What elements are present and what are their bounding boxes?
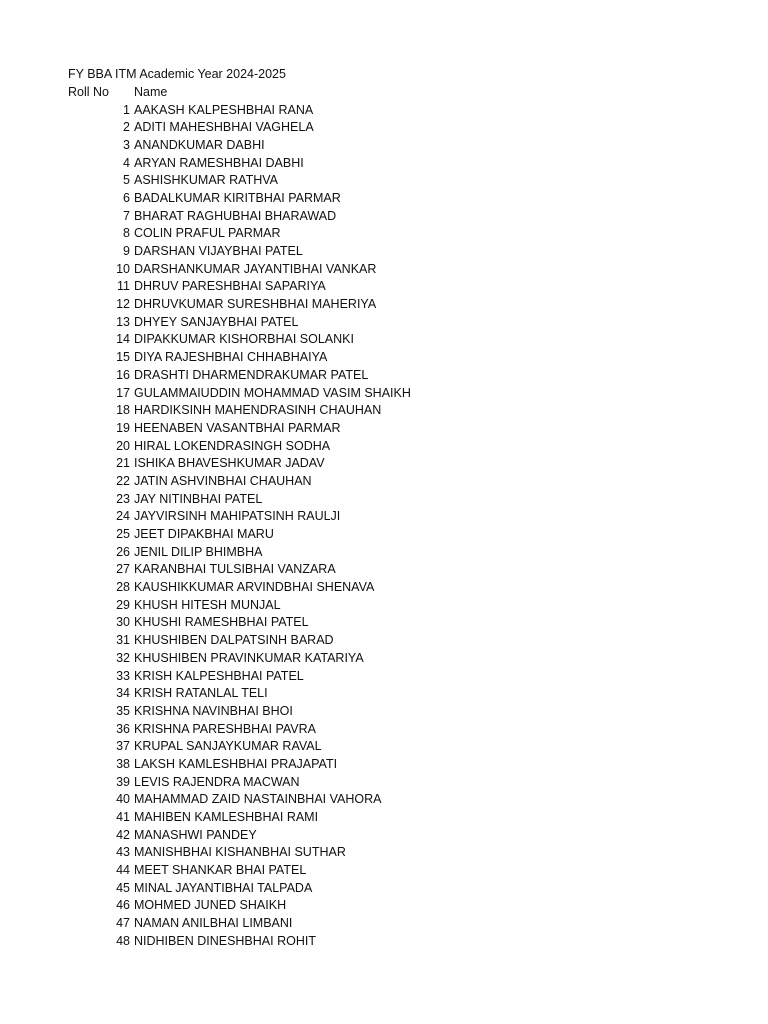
- table-row: [68, 455, 568, 473]
- table-row: [68, 243, 568, 261]
- table-row: [68, 880, 568, 898]
- student-name: JAYVIRSINH MAHIPATSINH RAULJI: [134, 509, 341, 524]
- student-name: KHUSHIBEN PRAVINKUMAR KATARIYA: [134, 650, 364, 665]
- table-row: [68, 597, 568, 615]
- table-row: [68, 526, 568, 544]
- roll-number: 33: [116, 668, 130, 683]
- table-row: [68, 102, 568, 120]
- table-row: [68, 402, 568, 420]
- table-row: [68, 561, 568, 579]
- roll-number: 34: [116, 686, 130, 701]
- student-name: KRISH RATANLAL TELI: [134, 686, 268, 701]
- roll-number: 4: [123, 155, 130, 170]
- student-name: NAMAN ANILBHAI LIMBANI: [134, 916, 293, 931]
- student-name: LAKSH KAMLESHBHAI PRAJAPATI: [134, 756, 338, 771]
- roll-number: 32: [116, 650, 130, 665]
- student-name: COLIN PRAFUL PARMAR: [134, 226, 281, 241]
- table-row: [68, 225, 568, 243]
- student-name: DARSHAN VIJAYBHAI PATEL: [134, 244, 303, 258]
- student-name: ARYAN RAMESHBHAI DABHI: [134, 155, 304, 170]
- table-row: [68, 491, 568, 509]
- table-row: [68, 508, 568, 526]
- roll-number: 7: [123, 208, 130, 223]
- roll-number: 24: [116, 509, 130, 524]
- student-name: KHUSH HITESH MUNJAL: [134, 597, 281, 612]
- table-row: [68, 473, 568, 491]
- student-name: JENIL DILIP BHIMBHA: [134, 544, 263, 559]
- student-name: ISHIKA BHAVESHKUMAR JADAV: [134, 456, 325, 471]
- table-row: [68, 614, 568, 632]
- roll-number: 15: [116, 350, 130, 365]
- student-name: ANANDKUMAR DABHI: [134, 137, 265, 152]
- roll-number: 8: [123, 226, 130, 241]
- student-name: DRASHTI DHARMENDRAKUMAR PATEL: [134, 367, 369, 382]
- student-name: ASHISHKUMAR RATHVA: [134, 173, 279, 188]
- student-name: HIRAL LOKENDRASINGH SODHA: [134, 438, 331, 453]
- student-name: KRISHNA PARESHBHAI PAVRA: [134, 721, 316, 736]
- table-row: [68, 668, 568, 686]
- table-row: [68, 137, 568, 155]
- student-name: MAHIBEN KAMLESHBHAI RAMI: [134, 810, 319, 824]
- student-name: KARANBHAI TULSIBHAI VANZARA: [134, 562, 336, 577]
- roll-number: 1: [123, 102, 130, 117]
- roll-number: 22: [116, 473, 130, 488]
- roll-number: 23: [116, 491, 130, 506]
- header-name: Name: [134, 85, 168, 99]
- student-name: LEVIS RAJENDRA MACWAN: [134, 774, 300, 789]
- student-name: JEET DIPAKBHAI MARU: [134, 527, 274, 541]
- student-name: KAUSHIKKUMAR ARVINDBHAI SHENAVA: [134, 580, 375, 595]
- student-name: MOHMED JUNED SHAIKH: [134, 898, 287, 913]
- roll-number: 35: [116, 703, 130, 718]
- roll-number: 48: [116, 933, 130, 948]
- roll-number: 21: [116, 456, 130, 471]
- student-name: JAY NITINBHAI PATEL: [134, 491, 263, 506]
- table-row: [68, 208, 568, 226]
- student-name: DIPAKKUMAR KISHORBHAI SOLANKI: [134, 332, 354, 347]
- student-name: AAKASH KALPESHBHAI RANA: [134, 102, 314, 117]
- roll-number: 37: [116, 739, 130, 754]
- student-name: DHRUVKUMAR SURESHBHAI MAHERIYA: [134, 297, 377, 312]
- roll-number: 31: [116, 633, 130, 648]
- student-name: MAHAMMAD ZAID NASTAINBHAI VAHORA: [134, 792, 382, 807]
- roll-number: 17: [116, 385, 130, 400]
- roll-number: 38: [116, 756, 130, 771]
- table-row: [68, 703, 568, 721]
- roll-number: 45: [116, 880, 130, 895]
- roll-number: 19: [116, 420, 130, 435]
- student-name: KRISHNA NAVINBHAI BHOI: [134, 703, 293, 718]
- roll-number: 27: [116, 562, 130, 577]
- roll-number: 16: [116, 367, 130, 382]
- roll-number: 12: [116, 297, 130, 312]
- table-row: [68, 721, 568, 739]
- student-name: MEET SHANKAR BHAI PATEL: [134, 863, 307, 878]
- table-row: [68, 844, 568, 862]
- table-row: [68, 349, 568, 367]
- student-name: KRUPAL SANJAYKUMAR RAVAL: [134, 739, 322, 754]
- student-name: MINAL JAYANTIBHAI TALPADA: [134, 880, 313, 895]
- student-list: [68, 102, 568, 951]
- table-row: [68, 385, 568, 403]
- table-row: [68, 809, 568, 827]
- table-row: [68, 756, 568, 774]
- table-header: [68, 84, 568, 102]
- student-name: HARDIKSINH MAHENDRASINH CHAUHAN: [134, 403, 382, 418]
- table-row: [68, 190, 568, 208]
- roll-number: 20: [116, 438, 130, 453]
- table-row: [68, 420, 568, 438]
- table-row: [68, 296, 568, 314]
- table-row: [68, 261, 568, 279]
- roll-number: 11: [117, 279, 130, 294]
- table-row: [68, 278, 568, 296]
- table-row: [68, 172, 568, 190]
- document-title: FY BBA ITM Academic Year 2024-2025: [68, 67, 286, 81]
- roll-number: 29: [116, 597, 130, 612]
- table-row: [68, 774, 568, 792]
- roll-number: 40: [116, 792, 130, 807]
- table-row: [68, 544, 568, 562]
- roll-number: 41: [116, 810, 130, 824]
- table-row: [68, 897, 568, 915]
- student-name: BHARAT RAGHUBHAI BHARAWAD: [134, 208, 337, 223]
- student-name: KRISH KALPESHBHAI PATEL: [134, 668, 304, 683]
- roll-number: 47: [116, 916, 130, 931]
- header-roll-no: Roll No: [68, 85, 109, 99]
- student-name: DIYA RAJESHBHAI CHHABHAIYA: [134, 350, 328, 365]
- roll-number: 26: [116, 544, 130, 559]
- roll-number: 9: [123, 244, 130, 258]
- table-row: [68, 650, 568, 668]
- table-row: [68, 738, 568, 756]
- table-row: [68, 438, 568, 456]
- roll-number: 44: [116, 863, 130, 878]
- student-name: DARSHANKUMAR JAYANTIBHAI VANKAR: [134, 261, 377, 276]
- roll-number: 2: [123, 120, 130, 135]
- roll-number: 14: [116, 332, 130, 347]
- student-name: MANISHBHAI KISHANBHAI SUTHAR: [134, 845, 346, 860]
- table-row: [68, 314, 568, 332]
- roll-number: 30: [116, 615, 130, 630]
- roll-number: 10: [116, 261, 130, 276]
- student-name: DHRUV PARESHBHAI SAPARIYA: [134, 279, 326, 294]
- table-row: [68, 155, 568, 173]
- roll-number: 25: [116, 527, 130, 541]
- roll-number: 42: [116, 827, 130, 842]
- roll-number: 18: [116, 403, 130, 418]
- student-name: BADALKUMAR KIRITBHAI PARMAR: [134, 190, 341, 205]
- table-row: [68, 119, 568, 137]
- table-row: [68, 862, 568, 880]
- roll-number: 36: [116, 721, 130, 736]
- student-name: NIDHIBEN DINESHBHAI ROHIT: [134, 933, 316, 948]
- student-name: KHUSHI RAMESHBHAI PATEL: [134, 615, 309, 630]
- student-name: JATIN ASHVINBHAI CHAUHAN: [134, 473, 312, 488]
- table-row: [68, 827, 568, 845]
- student-name: HEENABEN VASANTBHAI PARMAR: [134, 420, 341, 435]
- table-row: [68, 579, 568, 597]
- roll-number: 39: [116, 774, 130, 789]
- student-name: ADITI MAHESHBHAI VAGHELA: [134, 120, 314, 135]
- roll-number: 28: [116, 580, 130, 595]
- table-row: [68, 791, 568, 809]
- table-row: [68, 367, 568, 385]
- student-name: DHYEY SANJAYBHAI PATEL: [134, 314, 299, 329]
- roll-number: 43: [116, 845, 130, 860]
- roll-number: 5: [123, 173, 130, 188]
- student-name: GULAMMAIUDDIN MOHAMMAD VASIM SHAIKH: [134, 385, 411, 400]
- roll-number: 13: [116, 314, 130, 329]
- roll-number: 6: [123, 190, 130, 205]
- table-row: [68, 331, 568, 349]
- student-name: KHUSHIBEN DALPATSINH BARAD: [134, 633, 334, 648]
- table-row: [68, 933, 568, 951]
- roll-number: 3: [123, 137, 130, 152]
- student-name: MANASHWI PANDEY: [134, 827, 257, 842]
- table-row: [68, 915, 568, 933]
- table-row: [68, 632, 568, 650]
- roll-number: 46: [116, 898, 130, 913]
- table-row: [68, 685, 568, 703]
